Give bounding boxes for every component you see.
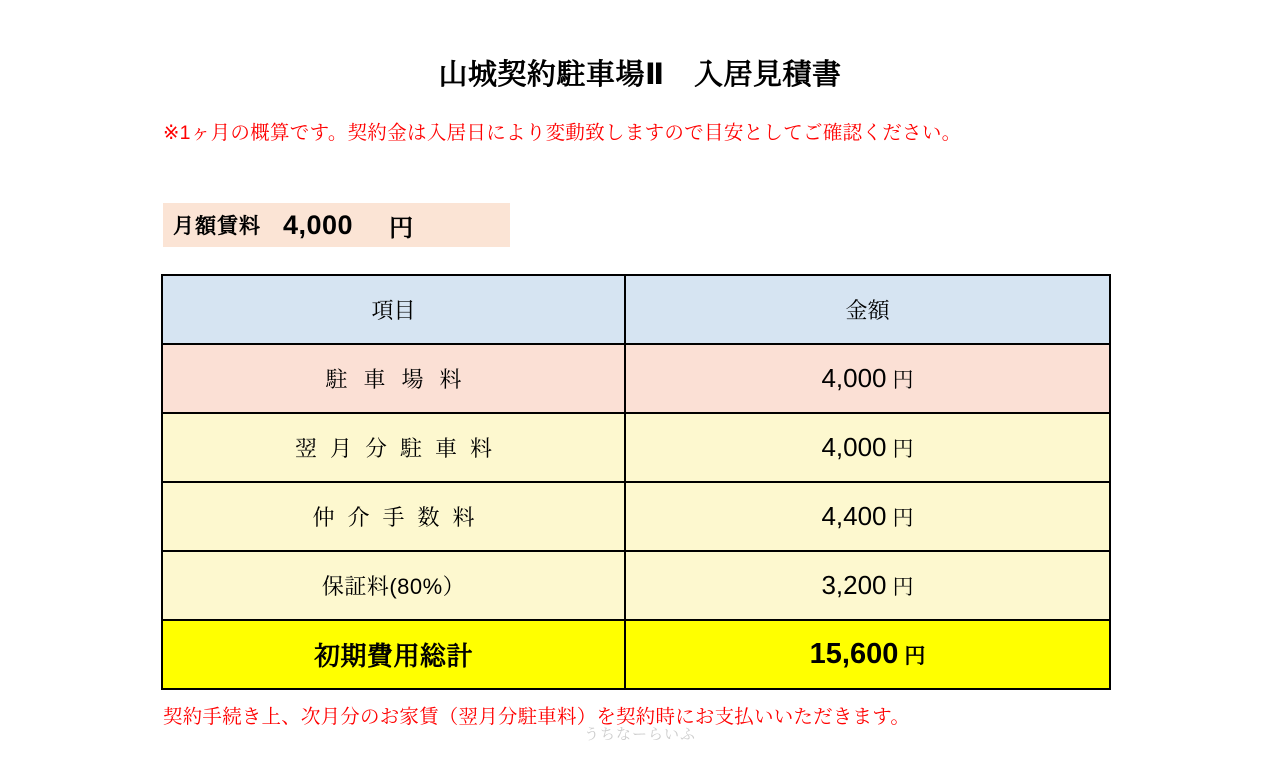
row-amount-unit: 円 [892,507,914,530]
monthly-rent-unit: 円 [389,214,414,242]
total-amount-unit: 円 [904,645,926,668]
row-amount-value: 4,000 [821,363,887,393]
total-amount-value: 15,600 [809,638,899,670]
table-header-row [162,275,1110,344]
monthly-rent-value: 4,000 [283,209,354,240]
cost-breakdown-table [161,274,1111,690]
row-amount-value: 4,000 [821,432,887,462]
total-label: 初期費用総計 [313,641,473,671]
notice-bottom-text: 契約手続き上、次月分のお家賃（翌月分駐車料）を契約時にお支払いいただきます。 [163,706,911,728]
row-item-label: 保証料(80%） [321,574,466,599]
table-row [162,551,1110,620]
row-amount-value: 3,200 [821,570,887,600]
row-item-label: 翌月分駐車料 [294,436,505,461]
row-amount-unit: 円 [892,438,914,461]
table-row [162,413,1110,482]
watermark-text: うちなーらいふ [583,726,696,743]
row-amount-unit: 円 [892,369,914,392]
table-row [162,344,1110,413]
monthly-rent-label: 月額賃料 [173,215,261,238]
notice-top-text: ※1ヶ月の概算です。契約金は入居日により変動致しますので目安としてご確認ください。 [163,122,962,144]
row-amount-value: 4,400 [821,501,887,531]
row-item-label: 駐車場料 [325,367,478,392]
table-row-total [162,620,1110,689]
column-header-item: 項目 [162,275,625,344]
row-amount-unit: 円 [892,576,914,599]
row-item-label: 仲介手数料 [312,505,488,530]
table-row [162,482,1110,551]
column-header-amount: 金額 [625,275,1110,344]
page-title: 山城契約駐車場Ⅱ 入居見積書 [438,59,842,91]
monthly-rent-band [163,203,510,247]
